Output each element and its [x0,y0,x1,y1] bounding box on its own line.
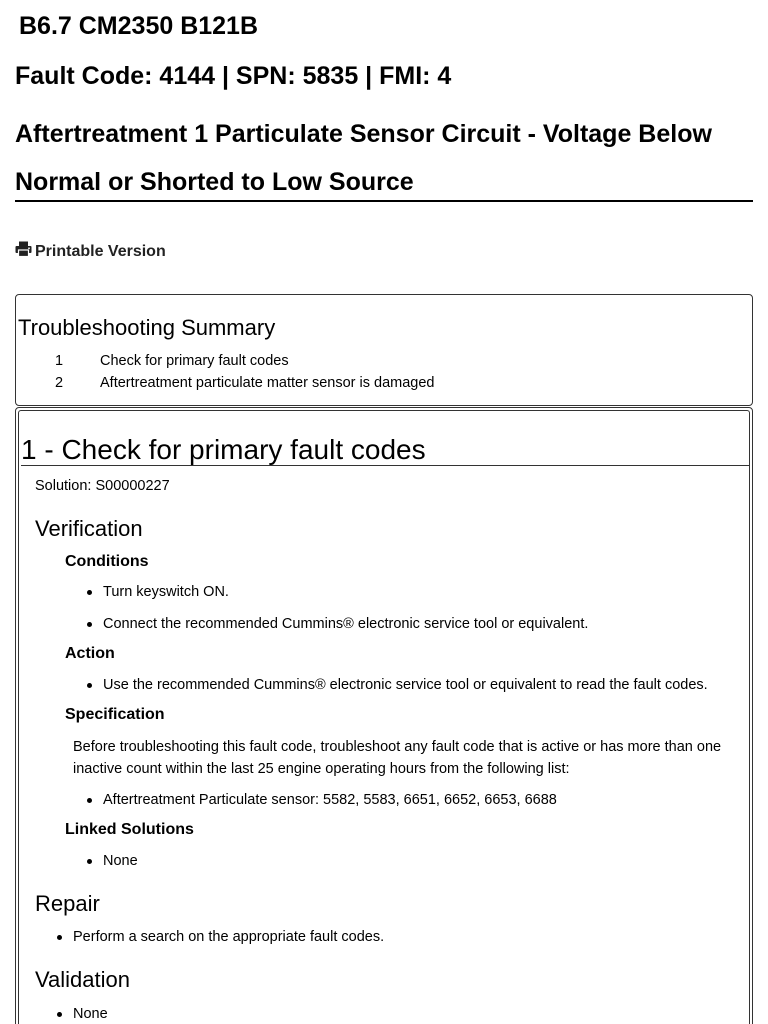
engine-model: B6.7 CM2350 B121B [19,12,259,40]
action-label: Action [65,645,115,662]
step-1-heading: 1 - Check for primary fault codes [21,434,426,465]
repair-item: Perform a search on the appropriate fault codes. [73,929,385,945]
summary-step-number: 1 [55,353,64,369]
validation-item: None [73,1006,108,1022]
conditions-label: Conditions [65,553,149,570]
action-item: Use the recommended Cummins® electronic service tool or equivalent to read the fault codes. [103,677,708,693]
validation-heading: Validation [35,967,130,992]
title-divider [15,200,753,202]
specification-text: Before troubleshooting this fault code, troubleshoot any fault code that is active or has more than one inactive count within the last 25 engine operating hours from the following list: [73,739,722,777]
verification-heading: Verification [35,516,143,541]
printer-icon [15,241,35,262]
linked-solution-item: None [103,853,138,869]
step-heading-divider [21,465,749,466]
step-1-panel [15,407,753,1024]
summary-step-text: Check for primary fault codes [100,353,289,369]
specification-label: Specification [65,706,165,723]
summary-step-number: 2 [55,375,64,391]
repair-heading: Repair [35,891,100,916]
specification-item: Aftertreatment Particulate sensor: 5582, 5583, 6651, 6652, 6653, 6688 [103,792,557,808]
summary-title: Troubleshooting Summary [18,315,276,340]
condition-item: Connect the recommended Cummins® electronic service tool or equivalent. [103,616,589,632]
solution-id: Solution: S00000227 [35,478,170,494]
troubleshooting-summary [15,294,753,406]
condition-item: Turn keyswitch ON. [103,584,229,600]
summary-step-text: Aftertreatment particulate matter sensor is damaged [100,375,435,391]
linked-solutions-label: Linked Solutions [65,821,194,838]
page-title: Aftertreatment 1 Particulate Sensor Circuit - Voltage Below Normal or Shorted to Low Source [15,120,712,196]
printable-version-label: Printable Version [35,242,166,260]
fault-code-line: Fault Code: 4144 | SPN: 5835 | FMI: 4 [15,62,452,90]
step-1-inner [18,410,750,1024]
printable-version-link[interactable] [15,241,166,262]
